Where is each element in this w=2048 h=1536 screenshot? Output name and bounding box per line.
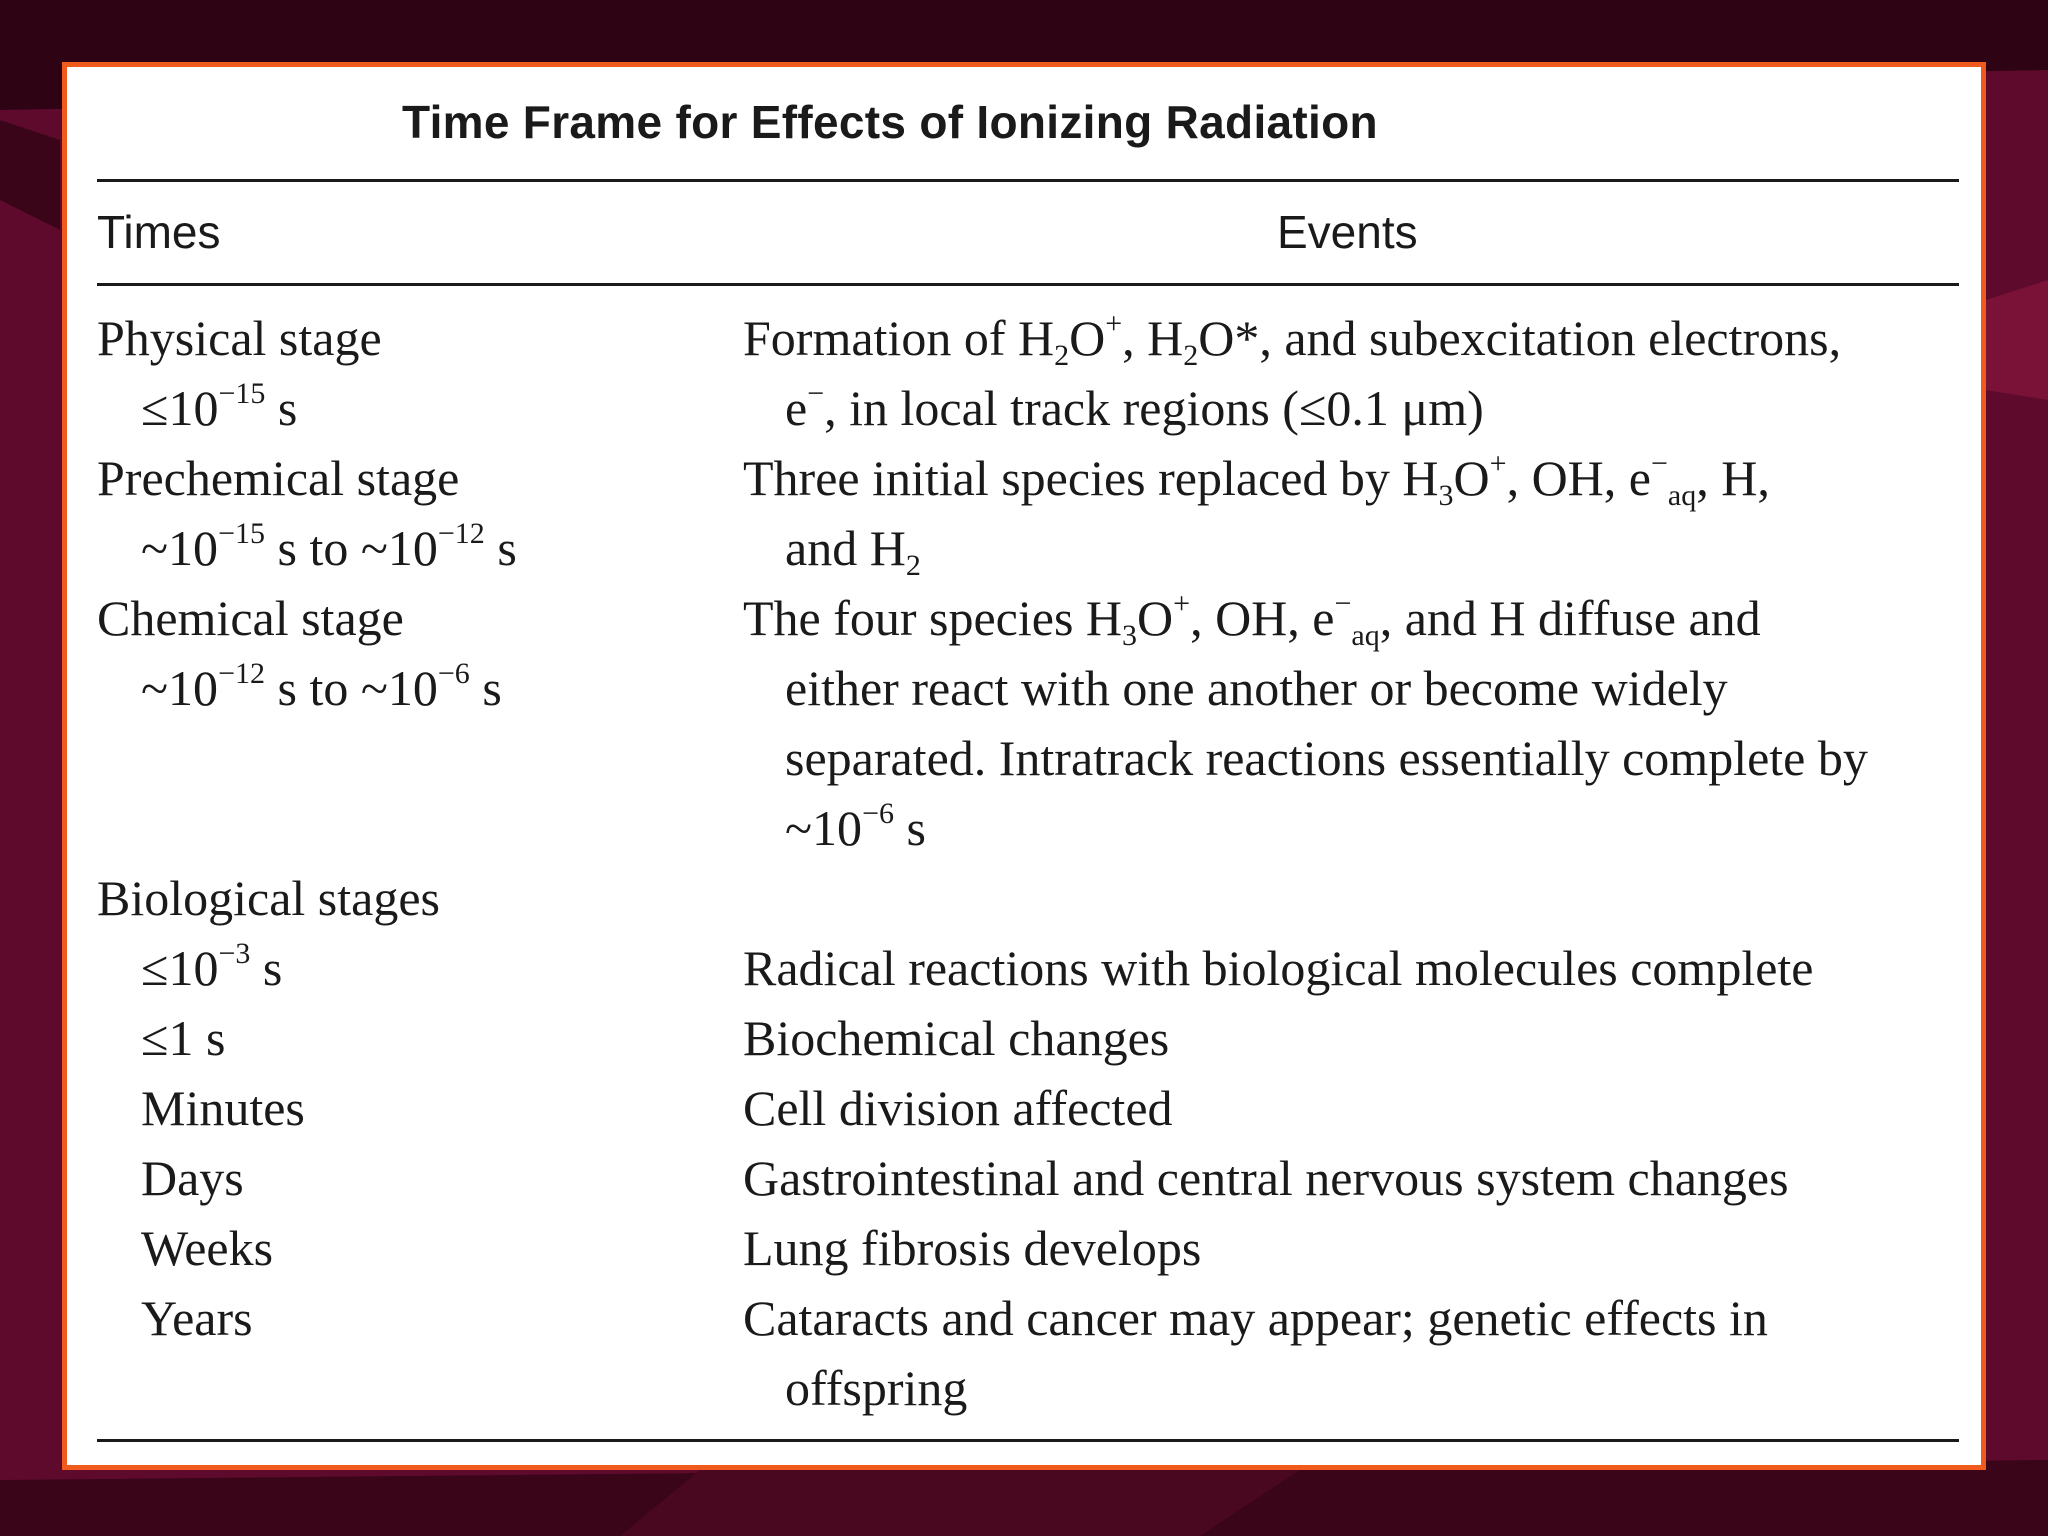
chemical-event-line-2: either react with one another or become widely: [785, 660, 1728, 716]
column-header-times: Times: [97, 206, 221, 258]
biological-time-3: Minutes: [141, 1080, 305, 1136]
biological-event-3: Cell division affected: [743, 1080, 1173, 1136]
biological-time-1: $\le 10^{-3}$ s: [141, 937, 283, 996]
physical-stage-time-cell: [97, 303, 382, 443]
physical-stage-label: Physical stage: [97, 310, 382, 366]
table-slide-card: [62, 62, 1986, 1470]
header-rule: [97, 283, 1959, 286]
physical-stage-event-cell: [743, 303, 1841, 443]
biological-time-6: Years: [141, 1290, 253, 1346]
prechemical-stage-time: $\sim 10^{-15}$ s to $\sim 10^{-12}$ s: [141, 517, 517, 576]
biological-time-4: Days: [141, 1150, 244, 1206]
biological-event-6-line-1: Cataracts and cancer may appear; genetic effects in: [743, 1290, 1768, 1346]
bottom-rule: [97, 1439, 1959, 1442]
top-rule: [97, 179, 1959, 182]
chemical-stage-event-cell: [743, 583, 1868, 863]
physical-event-line-1: Formation of $H_2O^+$, $H_2O*$, and subexcitation electrons,: [743, 307, 1842, 372]
biological-event-4: Gastrointestinal and central nervous system changes: [743, 1150, 1789, 1206]
biological-event-6: [743, 1283, 1768, 1423]
biological-time-2: ≤1 s: [141, 1010, 226, 1066]
biological-time-5: Weeks: [141, 1220, 274, 1276]
chemical-stage-time-cell: [97, 583, 502, 723]
biological-event-6-line-2: offspring: [785, 1360, 968, 1416]
chemical-stage-label: Chemical stage: [97, 590, 404, 646]
column-header-events: Events: [1277, 206, 1418, 258]
chemical-event-line-1: The four species $H_3O^+$, OH, $e^-_{aq}$, and H diffuse and: [743, 587, 1761, 652]
biological-event-5: Lung fibrosis develops: [743, 1220, 1202, 1276]
chemical-event-line-3: separated. Intratrack reactions essentially complete by: [785, 730, 1868, 786]
prechemical-event-line-2: and $H_2$: [785, 520, 921, 582]
biological-event-1: Radical reactions with biological molecules complete: [743, 940, 1814, 996]
chemical-stage-time: $\sim 10^{-12}$ s to $\sim 10^{-6}$ s: [141, 657, 502, 716]
chemical-event-line-4: $\sim 10^{-6}$ s: [785, 797, 926, 856]
prechemical-stage-event-cell: [743, 443, 1770, 583]
prechemical-event-line-1: Three initial species replaced by $H_3O^+$, OH, $e^-_{aq}$, H,: [743, 447, 1770, 512]
physical-event-line-2: e−, in local track regions (≤0.1 μm): [785, 377, 1484, 436]
prechemical-stage-time-cell: [97, 443, 517, 583]
biological-event-2: Biochemical changes: [743, 1010, 1170, 1066]
table-title: Time Frame for Effects of Ionizing Radiation: [402, 96, 1378, 148]
physical-stage-time: $\le 10^{-15}$ s: [141, 377, 298, 436]
biological-stages-label: Biological stages: [97, 870, 440, 926]
prechemical-stage-label: Prechemical stage: [97, 450, 460, 506]
